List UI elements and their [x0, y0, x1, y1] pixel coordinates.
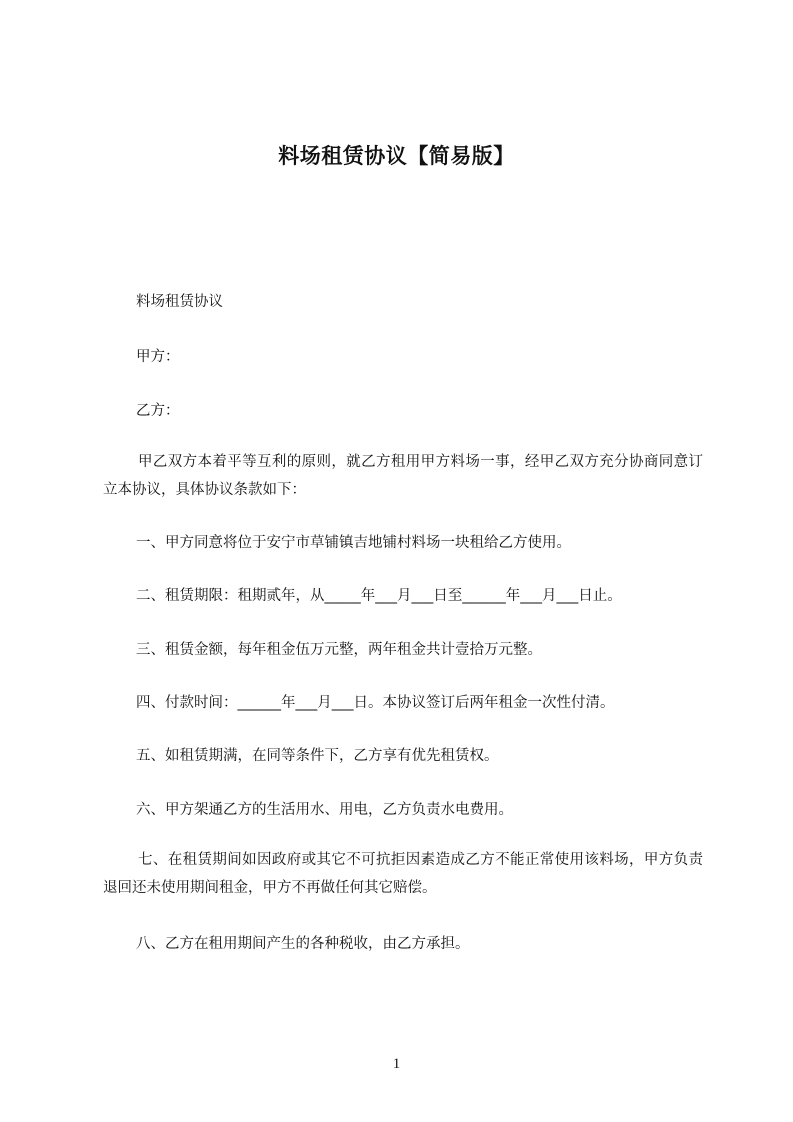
- page-number: 1: [392, 1056, 401, 1072]
- clause-3: 三、租赁金额，每年租金伍万元整，两年租金共计壹拾万元整。: [136, 642, 542, 658]
- clause-1: 一、甲方同意将位于安宁市草铺镇吉地铺村料场一块租给乙方使用。: [136, 535, 571, 551]
- party-a-line: 甲方：: [136, 349, 180, 365]
- party-b-line: 乙方：: [136, 403, 180, 419]
- clause-5: 五、如租赁期满，在同等条件下，乙方享有优先租赁权。: [136, 748, 499, 764]
- clause-7: 七、在租赁期间如因政府或其它不可抗拒因素造成乙方不能正常使用该料场，甲方负责退回还未使用期间租金，甲方不再做任何其它赔偿。: [103, 852, 703, 896]
- subtitle: 料场租赁协议: [136, 294, 223, 310]
- clause-8: 八、乙方在租用期间产生的各种税收，由乙方承担。: [136, 936, 470, 952]
- intro-paragraph: 甲乙双方本着平等互利的原则，就乙方租用甲方料场一事，经甲乙双方充分协商同意订立本协议，具体协议条款如下：: [103, 454, 703, 498]
- clause-6: 六、甲方架通乙方的生活用水、用电，乙方负责水电费用。: [136, 802, 513, 818]
- clause-4: 四、付款时间：______年___月___日。本协议签订后两年租金一次性付清。: [136, 695, 615, 711]
- document-title: 料场租赁协议【简易版】: [278, 144, 515, 168]
- clause-2: 二、租赁期限：租期贰年，从_____年___月___日至______年___月___日止。: [136, 588, 622, 604]
